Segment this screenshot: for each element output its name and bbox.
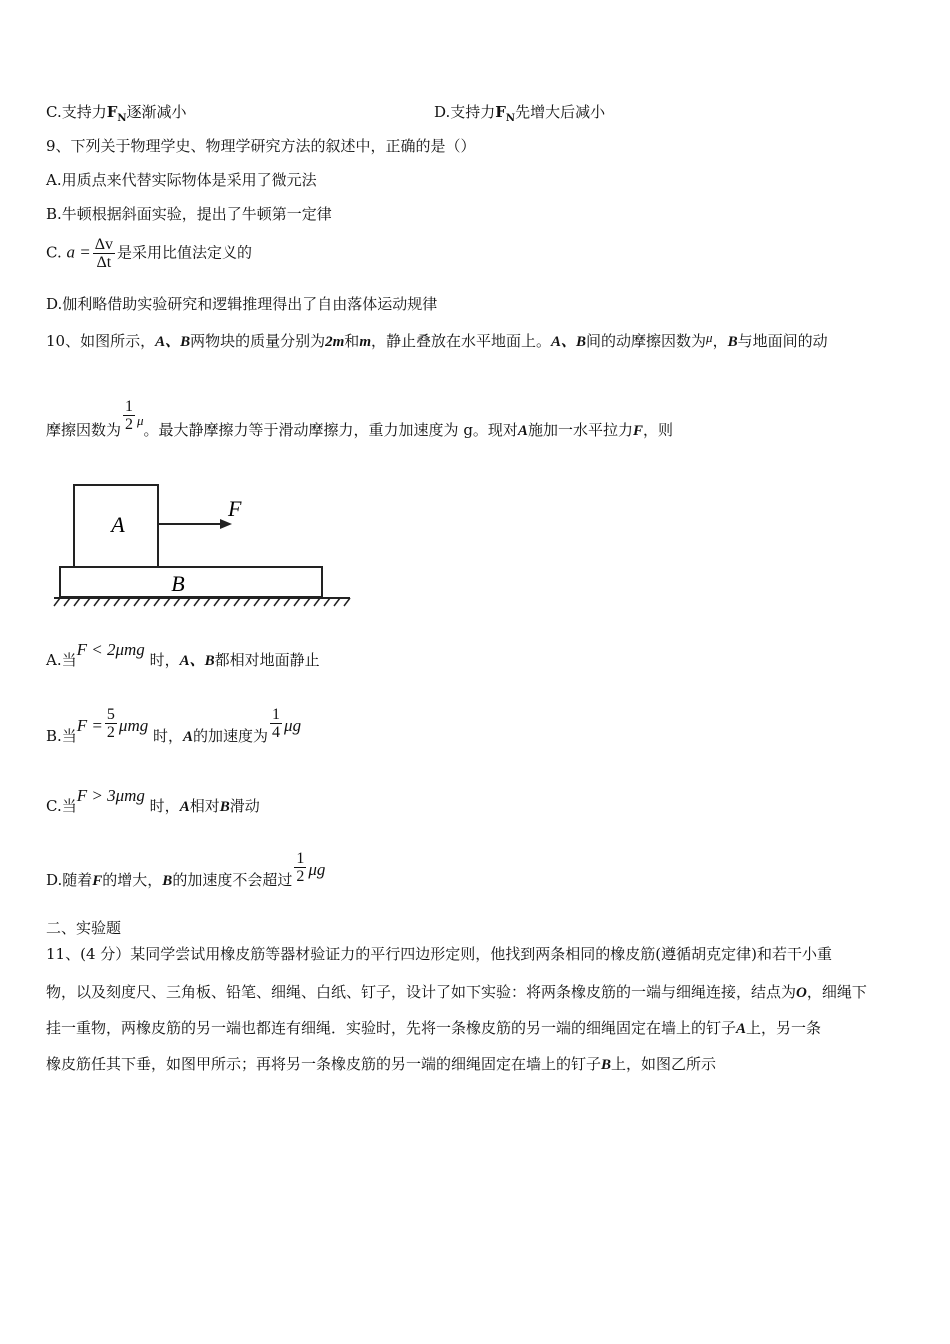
q11-line4: 橡皮筋任其下垂，如图甲所示；再将另一条橡皮筋的另一端的细绳固定在墙上的钉子B上，如图乙所示 [46,1055,717,1073]
q10-option-d: D.随着F的增大，B的加速度不会超过 $\frac{1}{2}$ μg [46,850,326,889]
q10-stem-line2: 摩擦因数为 $\frac{1}{2}$ μ。最大静摩擦力等于滑动摩擦力，重力加速度为 g。现对A施加一水平拉力F，则 [46,398,673,439]
fraction-half: $\frac{1}{2}$ [125,398,134,433]
force-label: F [228,496,242,521]
q11-line1: 11、(4 分）某同学尝试用橡皮筋等器材验证力的平行四边形定则，他找到两条相同的橡皮筋(遵循胡克定律)和若干小重 [46,945,832,963]
block-b [60,567,322,597]
blocks-figure [50,480,360,610]
q9-option-d: D.伽利略借助实验研究和逻辑推理得出了自由落体运动规律 [46,295,438,313]
ground-hatch [54,598,350,606]
q8-option-d-text: D.支持力 [434,103,496,121]
fraction-quarter: $\frac{1}{4}$ [272,706,281,741]
fraction-five-halves: $\frac{5}{2}$ [106,706,115,741]
q11-line2: 物，以及刻度尺、三角板、铅笔、细绳、白纸、钉子，设计了如下实验：将两条橡皮筋的一端与细绳连接，结点为O，细绳下 [46,983,867,1001]
fn-symbol: $F_N$ [495,103,516,124]
q10-stem-line1: 10、如图所示，A、B两物块的质量分别为2m和m，静止叠放在水平地面上。A、B间的动摩擦因数为μ，B与地面间的动 [46,330,828,350]
fn-symbol: $F_N$ [106,103,127,124]
q9-option-c: C. a = $\frac{\Delta v}{\Delta t}$ 是采用比值法定义的 [46,236,253,271]
formula-lhs: a = [66,242,91,262]
q8-option-c-text: C.支持力 [46,103,107,121]
q8-option-c-tail: 逐渐减小 [126,103,187,121]
formula: F > 3μmg [76,786,145,805]
formula: F < 2μmg [76,640,145,659]
q11-line3: 挂一重物，两橡皮筋的另一端也都连有细绳．实验时，先将一条橡皮筋的另一端的细绳固定在墙上的钉子A上，另一条 [46,1019,822,1037]
section-title: 二、实验题 [46,919,122,937]
fraction-dv-dt: $\frac{\Delta v}{\Delta t}$ [94,236,114,271]
block-b-label: B [171,571,185,596]
q8-option-d-tail: 先增大后减小 [515,103,606,121]
q9-stem: 9、下列关于物理学史、物理学研究方法的叙述中，正确的是（） [46,137,476,155]
block-a-label: A [111,512,125,537]
q8-option-d [434,102,605,129]
q8-option-c [46,102,187,129]
q10-option-b: B.当F = $\frac{5}{2}$ μmg 时，A的加速度为 $\frac{1}{4}$ μg [46,706,302,745]
q10-option-c: C.当F > 3μmg 时，A相对B滑动 [46,786,260,815]
q9-option-b: B.牛顿根据斜面实验，提出了牛顿第一定律 [46,205,332,223]
fraction-half: $\frac{1}{2}$ [296,850,305,885]
q10-option-a: A.当F < 2μmg 时，A、B都相对地面静止 [46,640,320,669]
q9-option-a: A.用质点来代替实际物体是采用了微元法 [46,171,317,189]
